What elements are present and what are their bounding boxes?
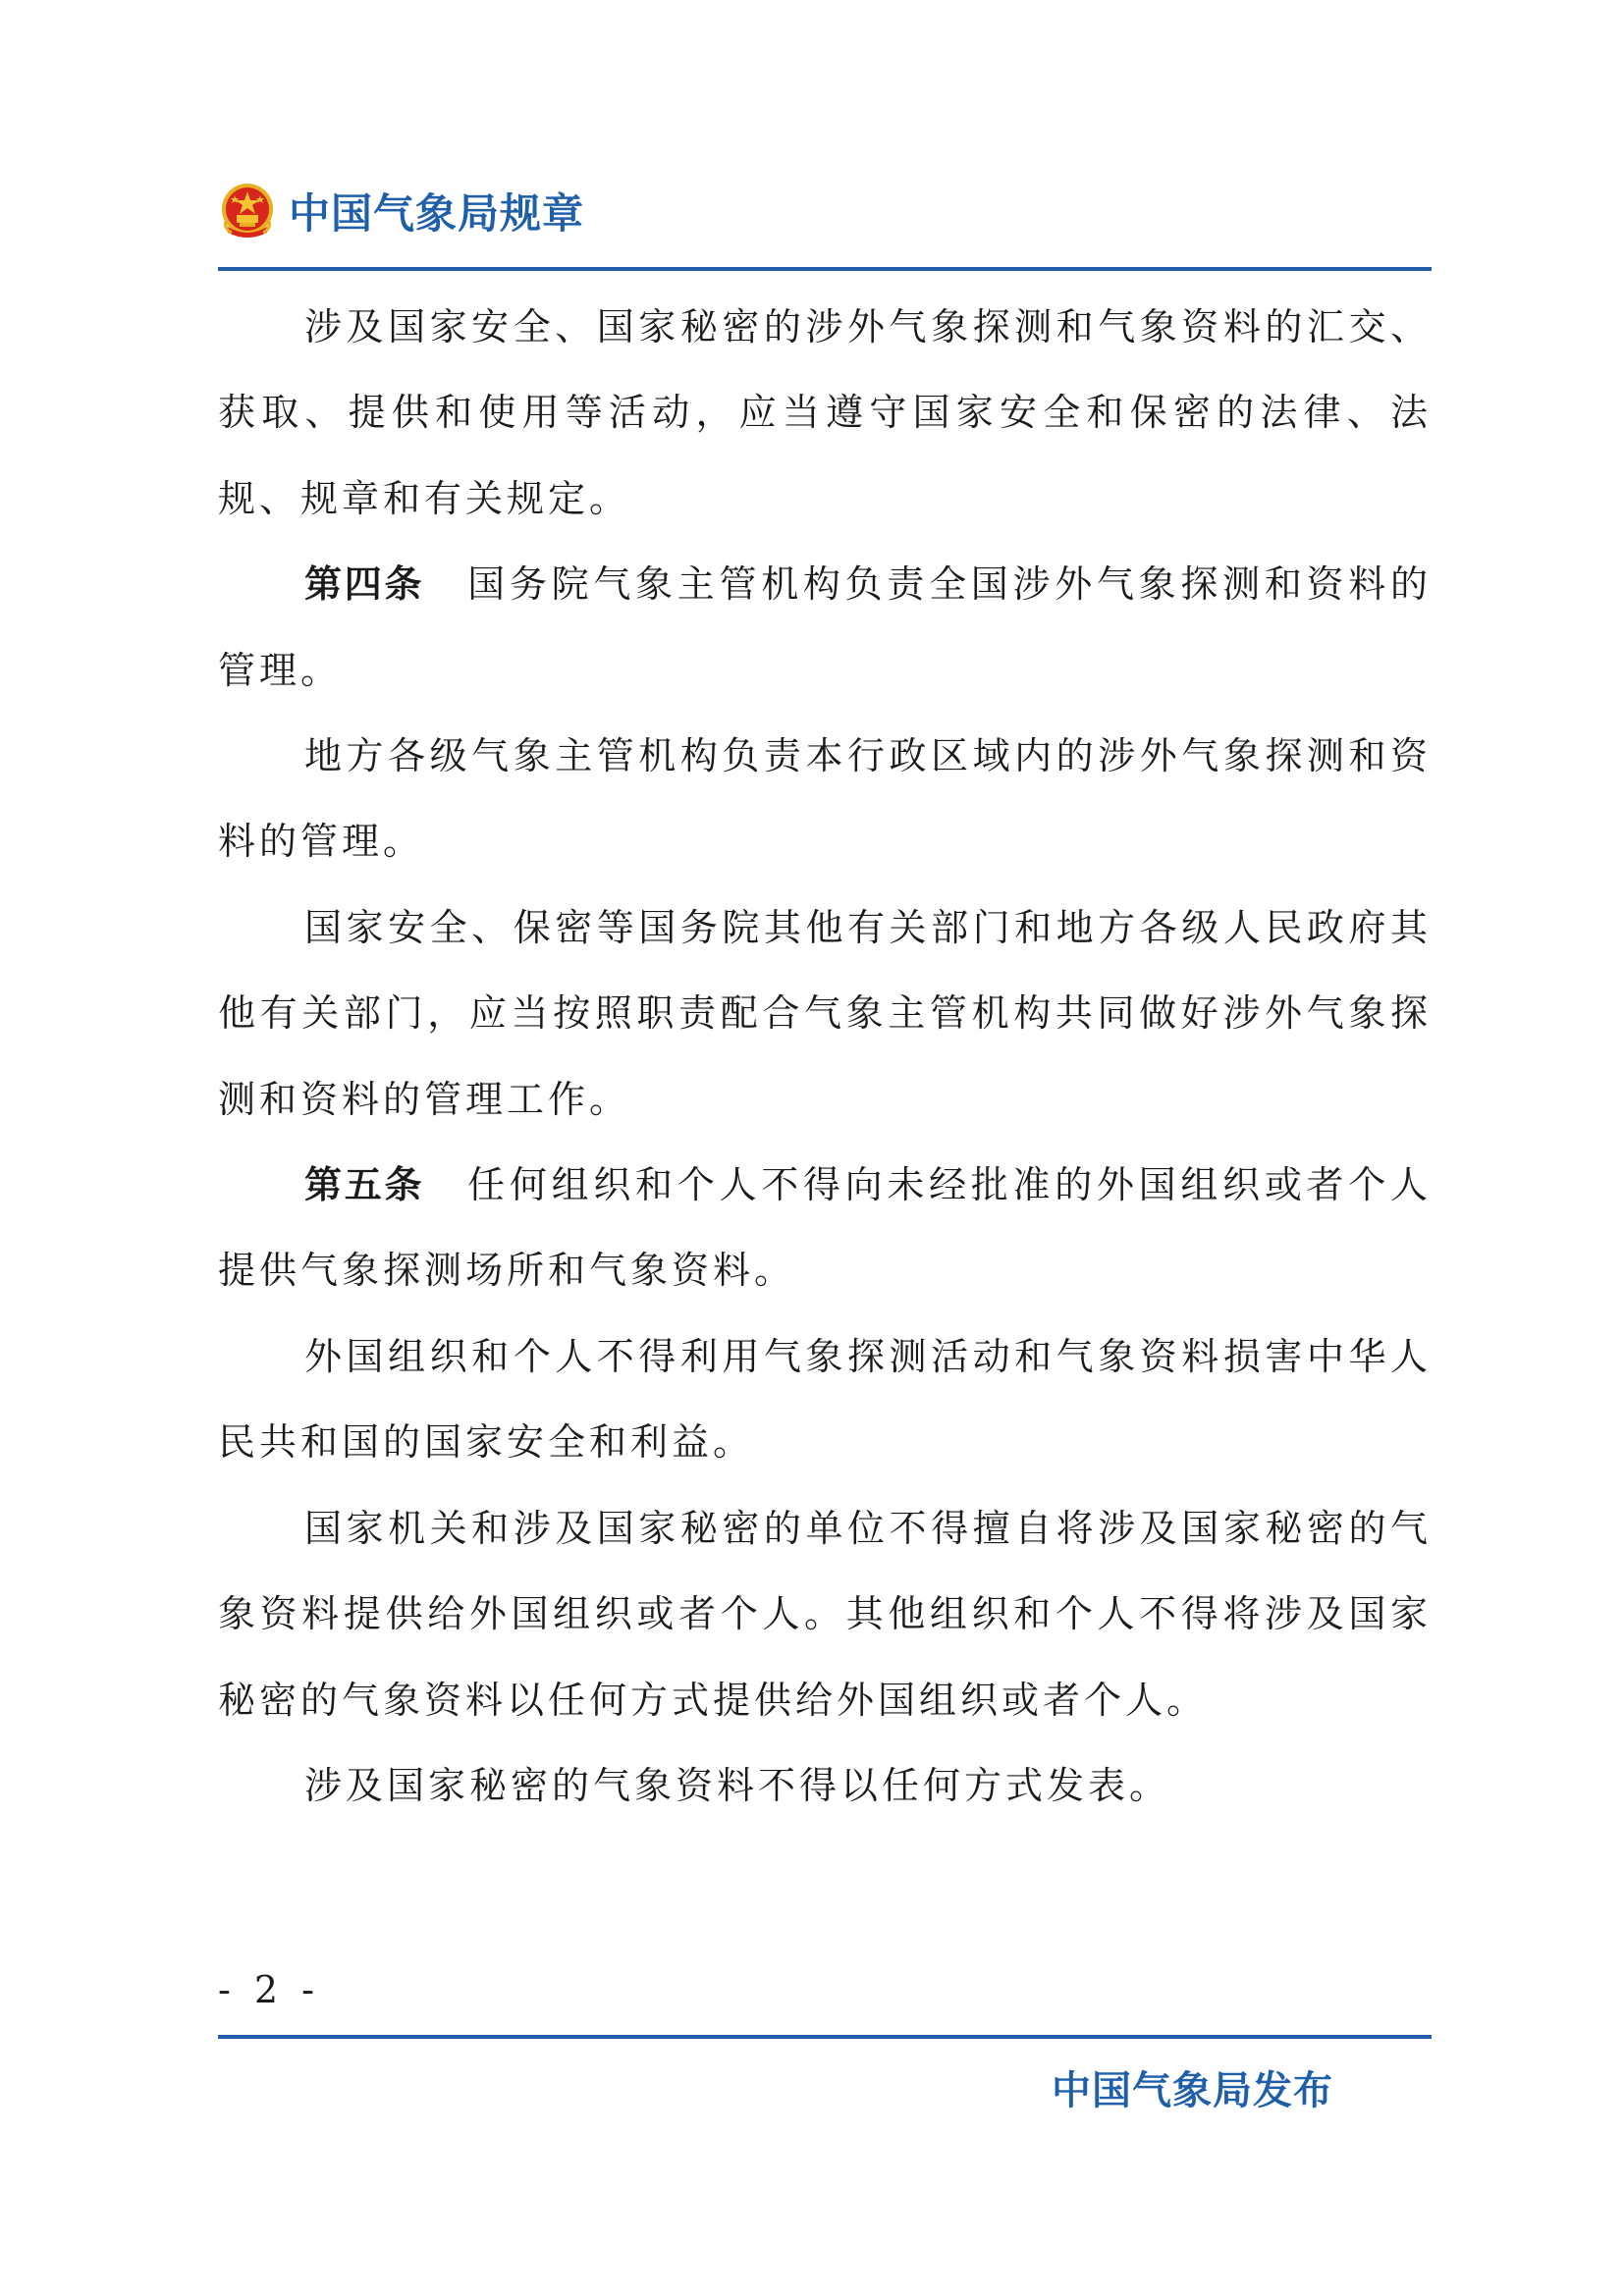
page-header bbox=[218, 177, 584, 245]
document-body bbox=[218, 285, 1432, 1829]
paragraph bbox=[218, 1314, 1432, 1486]
paragraph bbox=[218, 1743, 1432, 1829]
paragraph-text: 地方各级气象主管机构负责本行政区域内的涉外气象探测和资料的管理。 bbox=[218, 734, 1432, 864]
footer-divider bbox=[218, 2035, 1432, 2039]
article-label: 第五条 bbox=[304, 1163, 425, 1207]
footer-publisher: 中国气象局发布 bbox=[1052, 2068, 1333, 2113]
paragraph bbox=[218, 885, 1432, 1143]
paragraph-text: 涉及国家秘密的气象资料不得以任何方式发表。 bbox=[304, 1763, 1171, 1807]
page-number: - 2 - bbox=[218, 1968, 321, 2011]
paragraph-text: 任何组织和个人不得向未经批准的外国组织或者个人提供气象探测场所和气象资料。 bbox=[218, 1163, 1432, 1293]
national-emblem-icon bbox=[218, 182, 277, 240]
paragraph bbox=[218, 285, 1432, 542]
paragraph bbox=[218, 1486, 1432, 1743]
paragraph-text: 涉及国家安全、国家秘密的涉外气象探测和气象资料的汇交、获取、提供和使用等活动，应当遵守国家安全和保密的法律、法规、规章和有关规定。 bbox=[218, 305, 1432, 520]
header-title: 中国气象局规章 bbox=[289, 189, 585, 238]
paragraph bbox=[218, 714, 1432, 885]
article-paragraph bbox=[218, 542, 1432, 714]
paragraph-text: 国家机关和涉及国家秘密的单位不得擅自将涉及国家秘密的气象资料提供给外国组织或者个人。其他组织和个人不得将涉及国家秘密的气象资料以任何方式提供给外国组织或者个人。 bbox=[218, 1506, 1432, 1722]
paragraph-text: 外国组织和个人不得利用气象探测活动和气象资料损害中华人民共和国的国家安全和利益。 bbox=[218, 1334, 1432, 1465]
paragraph-text: 国务院气象主管机构负责全国涉外气象探测和资料的管理。 bbox=[218, 562, 1432, 692]
header-divider bbox=[218, 267, 1432, 271]
article-paragraph bbox=[218, 1143, 1432, 1314]
paragraph-text: 国家安全、保密等国务院其他有关部门和地方各级人民政府其他有关部门，应当按照职责配合气象主管机构共同做好涉外气象探测和资料的管理工作。 bbox=[218, 905, 1432, 1121]
article-label: 第四条 bbox=[304, 562, 425, 607]
